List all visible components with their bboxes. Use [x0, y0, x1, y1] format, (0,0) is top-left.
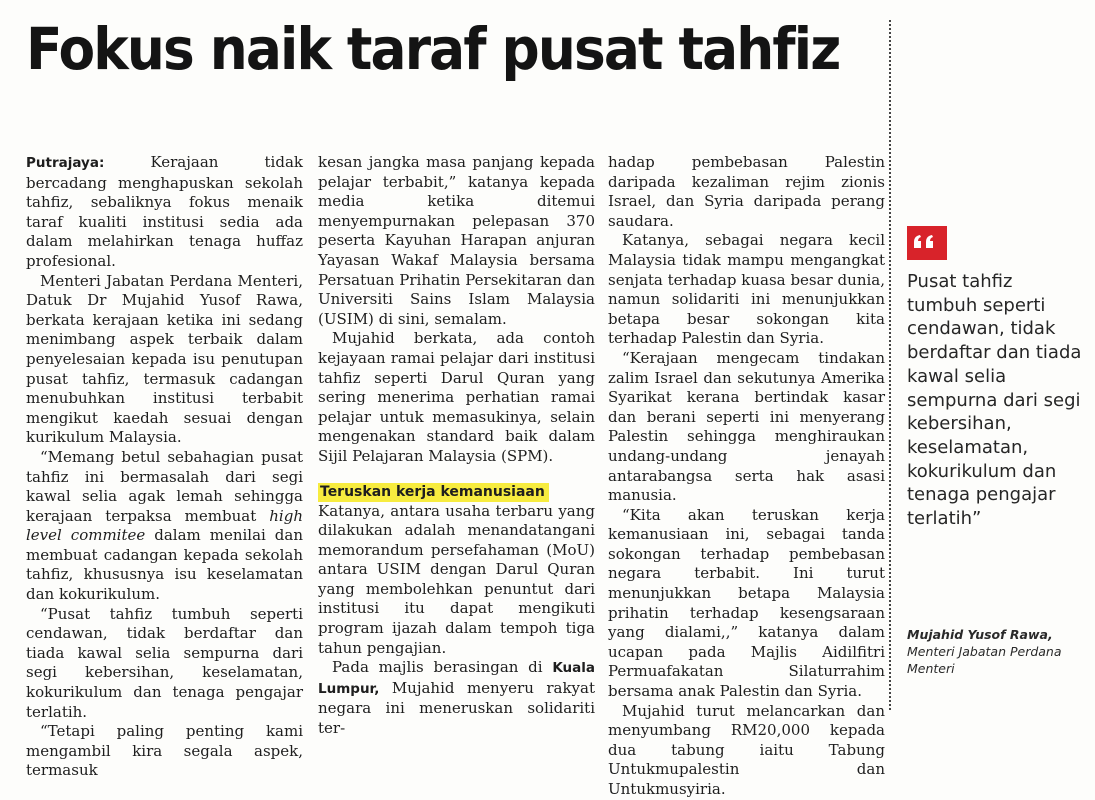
paragraph — [26, 153, 303, 272]
column-divider — [889, 20, 891, 710]
paragraph: Katanya, antara usaha terbaru yang dilakukan adalah menandatangani memorandum persefahaman (MoU) antara USIM dengan Darul Quran yang membolehkan penuntut dari institusi itu dapat mengikuti program ijazah dalam tempoh tiga tahun pengajian. — [318, 501, 595, 657]
quote-mark-icon — [907, 226, 947, 260]
paragraph: hadap pembebasan Palestin daripada kezaliman rejim zionis Israel, dan Syria daripada perang saudara. — [608, 153, 885, 230]
dateline: Putrajaya: — [26, 155, 105, 171]
article-column-1 — [26, 153, 303, 781]
place-name: Kuala Lumpur, — [318, 660, 595, 697]
paragraph-text: Pada majlis berasingan di — [332, 658, 553, 677]
paragraph: Mujahid berkata, ada contoh kejayaan ramai pelajar dari institusi tahfiz seperti Darul Quran yang sering menerima perhatian ramai pelajar untuk memasukinya, selain mengenakan standard baik dalam Sijil Pelajaran Malaysia (SPM). — [318, 329, 595, 465]
article-column-3 — [608, 153, 885, 800]
paragraph — [318, 658, 595, 738]
pull-quote: Pusat tahfiz tumbuh seperti cendawan, tidak berdaftar dan tiada kawal selia sempurna dari segi kebersihan, keselamatan, kokurikulum dan tenaga pengajar terlatih” — [907, 271, 1082, 530]
paragraph: Mujahid turut melancarkan dan menyumbang RM20,000 kepada dua tabung iaitu Tabung Untukmupalestin dan Untukmusyiria. — [608, 701, 885, 798]
article-column-2 — [318, 153, 595, 739]
paragraph: “Pusat tahfiz tumbuh seperti cendawan, tidak berdaftar dan tiada kawal selia sempurna dari segi kebersihan, keselamatan, kokurikulum dan tenaga pengajar terlatih. — [26, 604, 303, 721]
headline: Fokus naik taraf pusat tahfiz — [26, 15, 840, 83]
paragraph: “Kerajaan mengecam tindakan zalim Israel dan sekutunya Amerika Syarikat kerana bertindak kasar dan berani seperti ini menyerang Palestin sehingga menghiraukan undang-undang jenayah antarabangsa serta hak asasi manusia. — [608, 348, 885, 505]
italic-phrase: high level commitee — [26, 506, 303, 545]
speaker-name: Mujahid Yusof Rawa, — [907, 627, 1053, 642]
subheading: Teruskan kerja kemanusiaan — [318, 483, 549, 502]
paragraph: Menteri Jabatan Perdana Menteri, Datuk Dr Mujahid Yusof Rawa, berkata kerajaan ketika ini sedang menimbang aspek terbaik dalam penyelesaian kepada isu penutupan pusat tahfiz, termasuk cadangan menubuhkan institusi terbabit mengikut kaedah sesuai dengan kurikulum Malaysia. — [26, 271, 303, 447]
paragraph: “Tetapi paling penting kami mengambil kira segala aspek, termasuk — [26, 722, 303, 780]
speaker-title: Menteri Jabatan Perdana Menteri — [907, 644, 1062, 676]
paragraph-text: Kerajaan tidak bercadang menghapuskan sekolah tahfiz, sebaliknya fokus menaik taraf kualiti institusi sedia ada dalam melahirkan tenaga huffaz profesional. — [26, 153, 303, 270]
quote-attribution — [907, 626, 1087, 677]
paragraph — [26, 448, 303, 605]
paragraph: kesan jangka masa panjang kepada pelajar terbabit,” katanya kepada media ketika ditemui menyempurnakan pelepasan 370 peserta Kayuhan Harapan anjuran Yayasan Wakaf Malaysia bersama Persatuan Prihatin Persekitaran dan Universiti Sains Islam Malaysia (USIM) di sini, semalam. — [318, 153, 595, 328]
paragraph-text: “Memang betul sebahagian pusat tahfiz ini bermasalah dari segi kawal selia agak lemah sehingga kerajaan terpaksa membuat — [26, 447, 303, 525]
paragraph-text: Mujahid menyeru rakyat negara ini meneruskan solidariti ter- — [318, 678, 595, 738]
paragraph: “Kita akan teruskan kerja kemanusiaan ini, sebagai tanda sokongan terhadap pembebasan negara terbabit. Ini turut menunjukkan betapa Malaysia prihatin terhadap kesengsaraan yang dialami,,” katanya dalam ucapan pada Majlis Aidilfitri Permuafakatan Silaturrahim bersama anak Palestin dan Syria. — [608, 505, 885, 701]
paragraph-text: dalam menilai dan membuat cadangan kepada sekolah tahfiz, khususnya isu keselamatan dan kokurikulum. — [26, 526, 303, 604]
paragraph: Katanya, sebagai negara kecil Malaysia tidak mampu mengangkat senjata terhadap kuasa besar dunia, namun solidariti ini menunjukkan betapa besar sokongan kita terhadap Palestin dan Syria. — [608, 231, 885, 348]
